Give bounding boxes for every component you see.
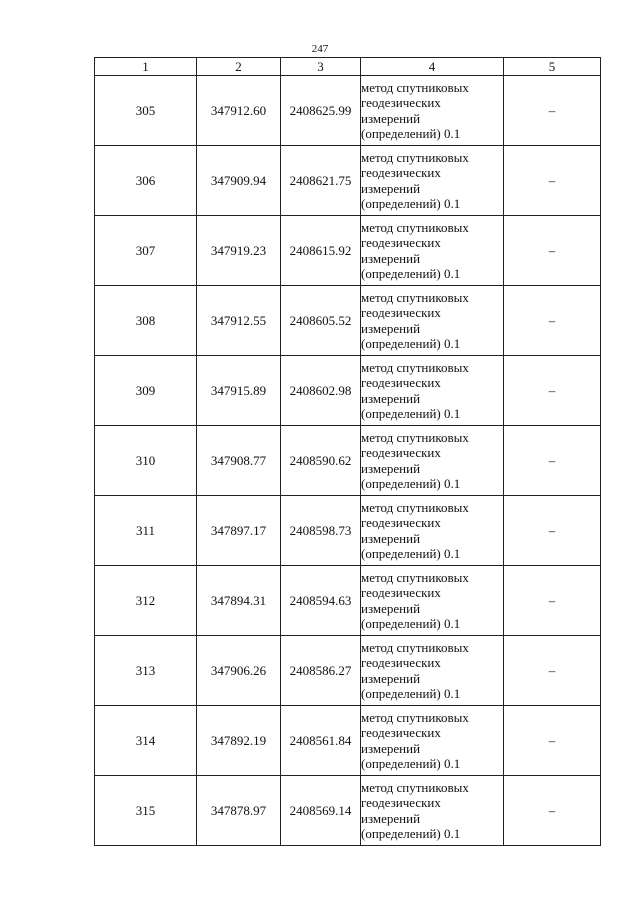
- method-cell: [361, 76, 504, 146]
- y-coordinate-cell: 2408602.98: [281, 356, 361, 426]
- table-row: [95, 776, 601, 846]
- point-number-cell: 308: [95, 286, 197, 356]
- coordinates-table: [94, 57, 601, 846]
- x-coordinate-cell: 347878.97: [197, 776, 281, 846]
- method-line: измерений: [361, 250, 421, 266]
- y-coordinate-cell: 2408598.73: [281, 496, 361, 566]
- method-line: измерений: [361, 810, 421, 826]
- method-line: метод спутниковых: [361, 569, 469, 585]
- method-line: геодезических: [361, 305, 441, 320]
- method-line: измерений: [361, 530, 421, 546]
- point-number-cell: 307: [95, 216, 197, 286]
- method-cell: [361, 356, 504, 426]
- table-row: [95, 146, 601, 216]
- y-coordinate-cell: 2408586.27: [281, 636, 361, 706]
- method-line: геодезических: [361, 235, 441, 250]
- note-cell: –: [504, 216, 601, 286]
- method-line: метод спутниковых: [361, 359, 469, 375]
- method-line: геодезических: [361, 375, 441, 390]
- method-line: (определений) 0.1: [361, 616, 461, 631]
- method-cell: [361, 496, 504, 566]
- method-line: метод спутниковых: [361, 289, 469, 305]
- note-cell: –: [504, 566, 601, 636]
- method-line: геодезических: [361, 445, 441, 460]
- method-line: метод спутниковых: [361, 709, 469, 725]
- method-line: измерений: [361, 740, 421, 756]
- method-line: (определений) 0.1: [361, 126, 461, 141]
- table-row: [95, 286, 601, 356]
- method-line: измерений: [361, 390, 421, 406]
- method-line: метод спутниковых: [361, 639, 469, 655]
- method-line: измерений: [361, 320, 421, 336]
- method-line: метод спутниковых: [361, 499, 469, 515]
- method-line: геодезических: [361, 795, 441, 810]
- method-cell: [361, 776, 504, 846]
- table-body: [95, 76, 601, 846]
- method-line: измерений: [361, 670, 421, 686]
- y-coordinate-cell: 2408605.52: [281, 286, 361, 356]
- method-cell: [361, 636, 504, 706]
- note-cell: –: [504, 496, 601, 566]
- point-number-cell: 315: [95, 776, 197, 846]
- method-cell: [361, 146, 504, 216]
- note-cell: –: [504, 356, 601, 426]
- method-line: измерений: [361, 180, 421, 196]
- table-row: [95, 566, 601, 636]
- method-line: геодезических: [361, 95, 441, 110]
- note-cell: –: [504, 426, 601, 496]
- table-row: [95, 76, 601, 146]
- column-header-4: 4: [361, 58, 504, 76]
- note-cell: –: [504, 776, 601, 846]
- method-line: измерений: [361, 460, 421, 476]
- method-line: (определений) 0.1: [361, 336, 461, 351]
- point-number-cell: 310: [95, 426, 197, 496]
- method-line: (определений) 0.1: [361, 826, 461, 841]
- note-cell: –: [504, 146, 601, 216]
- method-line: (определений) 0.1: [361, 266, 461, 281]
- point-number-cell: 313: [95, 636, 197, 706]
- method-line: геодезических: [361, 515, 441, 530]
- x-coordinate-cell: 347908.77: [197, 426, 281, 496]
- x-coordinate-cell: 347894.31: [197, 566, 281, 636]
- point-number-cell: 309: [95, 356, 197, 426]
- table-row: [95, 356, 601, 426]
- method-line: геодезических: [361, 725, 441, 740]
- table-row: [95, 426, 601, 496]
- method-line: геодезических: [361, 165, 441, 180]
- table-row: [95, 706, 601, 776]
- method-cell: [361, 426, 504, 496]
- x-coordinate-cell: 347912.55: [197, 286, 281, 356]
- x-coordinate-cell: 347906.26: [197, 636, 281, 706]
- method-cell: [361, 706, 504, 776]
- point-number-cell: 312: [95, 566, 197, 636]
- method-line: метод спутниковых: [361, 779, 469, 795]
- method-line: метод спутниковых: [361, 219, 469, 235]
- method-line: (определений) 0.1: [361, 196, 461, 211]
- method-line: метод спутниковых: [361, 149, 469, 165]
- x-coordinate-cell: 347915.89: [197, 356, 281, 426]
- method-cell: [361, 216, 504, 286]
- note-cell: –: [504, 286, 601, 356]
- method-line: метод спутниковых: [361, 79, 469, 95]
- table-row: [95, 636, 601, 706]
- point-number-cell: 306: [95, 146, 197, 216]
- x-coordinate-cell: 347897.17: [197, 496, 281, 566]
- y-coordinate-cell: 2408569.14: [281, 776, 361, 846]
- y-coordinate-cell: 2408594.63: [281, 566, 361, 636]
- table-header-row: [95, 58, 601, 76]
- method-line: (определений) 0.1: [361, 686, 461, 701]
- method-line: метод спутниковых: [361, 429, 469, 445]
- y-coordinate-cell: 2408590.62: [281, 426, 361, 496]
- point-number-cell: 305: [95, 76, 197, 146]
- table-row: [95, 216, 601, 286]
- y-coordinate-cell: 2408625.99: [281, 76, 361, 146]
- method-line: (определений) 0.1: [361, 756, 461, 771]
- point-number-cell: 314: [95, 706, 197, 776]
- method-cell: [361, 566, 504, 636]
- column-header-5: 5: [504, 58, 601, 76]
- y-coordinate-cell: 2408615.92: [281, 216, 361, 286]
- y-coordinate-cell: 2408561.84: [281, 706, 361, 776]
- x-coordinate-cell: 347912.60: [197, 76, 281, 146]
- table-row: [95, 496, 601, 566]
- column-header-3: 3: [281, 58, 361, 76]
- column-header-1: 1: [95, 58, 197, 76]
- method-line: измерений: [361, 600, 421, 616]
- method-line: (определений) 0.1: [361, 476, 461, 491]
- note-cell: –: [504, 706, 601, 776]
- method-line: измерений: [361, 110, 421, 126]
- method-line: (определений) 0.1: [361, 546, 461, 561]
- x-coordinate-cell: 347919.23: [197, 216, 281, 286]
- column-header-2: 2: [197, 58, 281, 76]
- x-coordinate-cell: 347909.94: [197, 146, 281, 216]
- method-cell: [361, 286, 504, 356]
- page-number: 247: [311, 43, 329, 55]
- x-coordinate-cell: 347892.19: [197, 706, 281, 776]
- note-cell: –: [504, 76, 601, 146]
- method-line: геодезических: [361, 585, 441, 600]
- note-cell: –: [504, 636, 601, 706]
- y-coordinate-cell: 2408621.75: [281, 146, 361, 216]
- method-line: (определений) 0.1: [361, 406, 461, 421]
- point-number-cell: 311: [95, 496, 197, 566]
- method-line: геодезических: [361, 655, 441, 670]
